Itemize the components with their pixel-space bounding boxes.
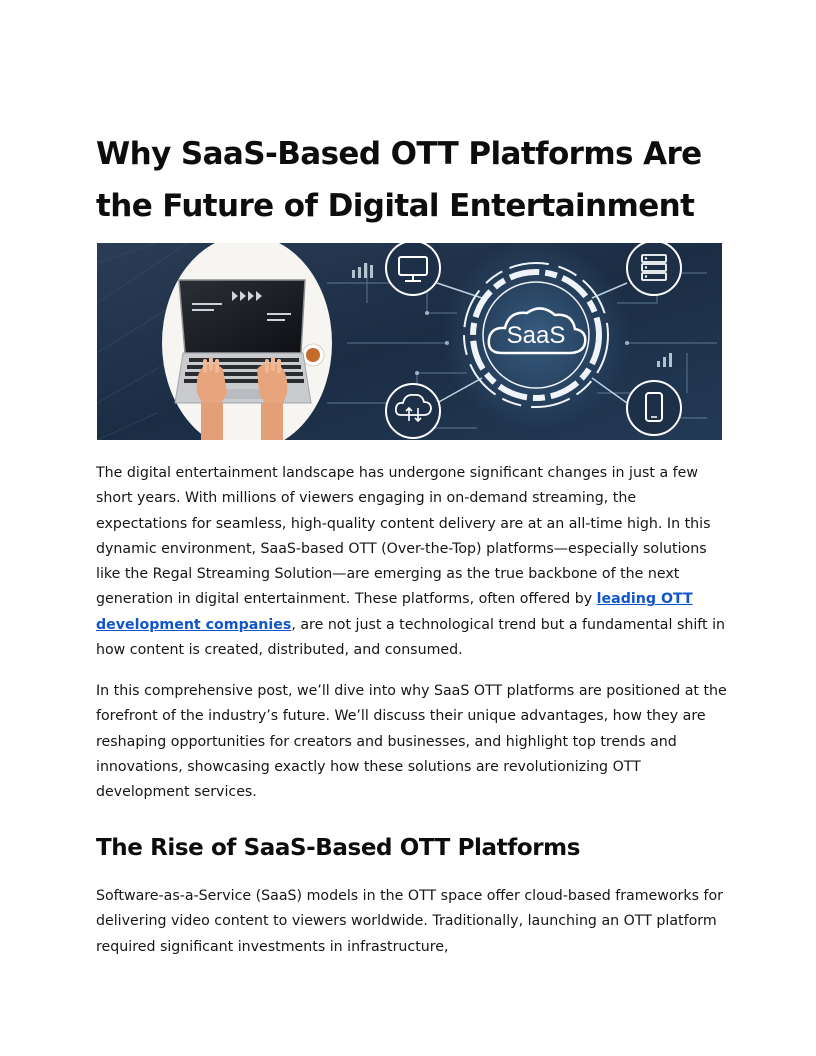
intro-text-after-link: , are not just a technological trend but a fundamental shift in how content is created, distributed, and consumed. xyxy=(96,616,726,659)
overview-paragraph: In this comprehensive post, we’ll dive into why SaaS OTT platforms are positioned at the forefront of the industry’s future. We’ll discuss their unique advantages, how they are reshaping opportunities for creators and businesses, and highlight top trends and innovations, showcasing exactly how these solutions are revolutionizing OTT development services. xyxy=(96,683,727,801)
server-icon xyxy=(627,243,681,295)
hero-image xyxy=(97,243,722,440)
ott-companies-link[interactable]: leading OTT development companies xyxy=(96,591,693,633)
intro-paragraph xyxy=(96,461,728,663)
cloud-sync-icon xyxy=(386,384,440,438)
intro-text-before-link: The digital entertainment landscape has undergone significant changes in just a few short years. With millions of viewers engaging in on-demand streaming, the expectations for seamless, high-quality content delivery are at an all-time high. In this dynamic environment, SaaS-based OTT (Over-the-Top) platforms—especially solutions like the Regal Streaming Solution—are emerging as the true backbone of the next generation in digital entertainment. These platforms, often offered by xyxy=(96,465,711,608)
monitor-icon xyxy=(386,243,440,295)
phone-icon xyxy=(627,381,681,435)
page-title: Why SaaS-Based OTT Platforms Are the Future of Digital Entertainment xyxy=(96,136,702,224)
hero-saas-label: SaaS xyxy=(506,322,566,349)
section-heading: The Rise of SaaS-Based OTT Platforms xyxy=(96,835,581,861)
saas-paragraph: Software-as-a-Service (SaaS) models in the OTT space offer cloud-based frameworks for delivering video content to viewers worldwide. Traditionally, launching an OTT platform required significant investments in infrastructure, xyxy=(96,888,724,955)
